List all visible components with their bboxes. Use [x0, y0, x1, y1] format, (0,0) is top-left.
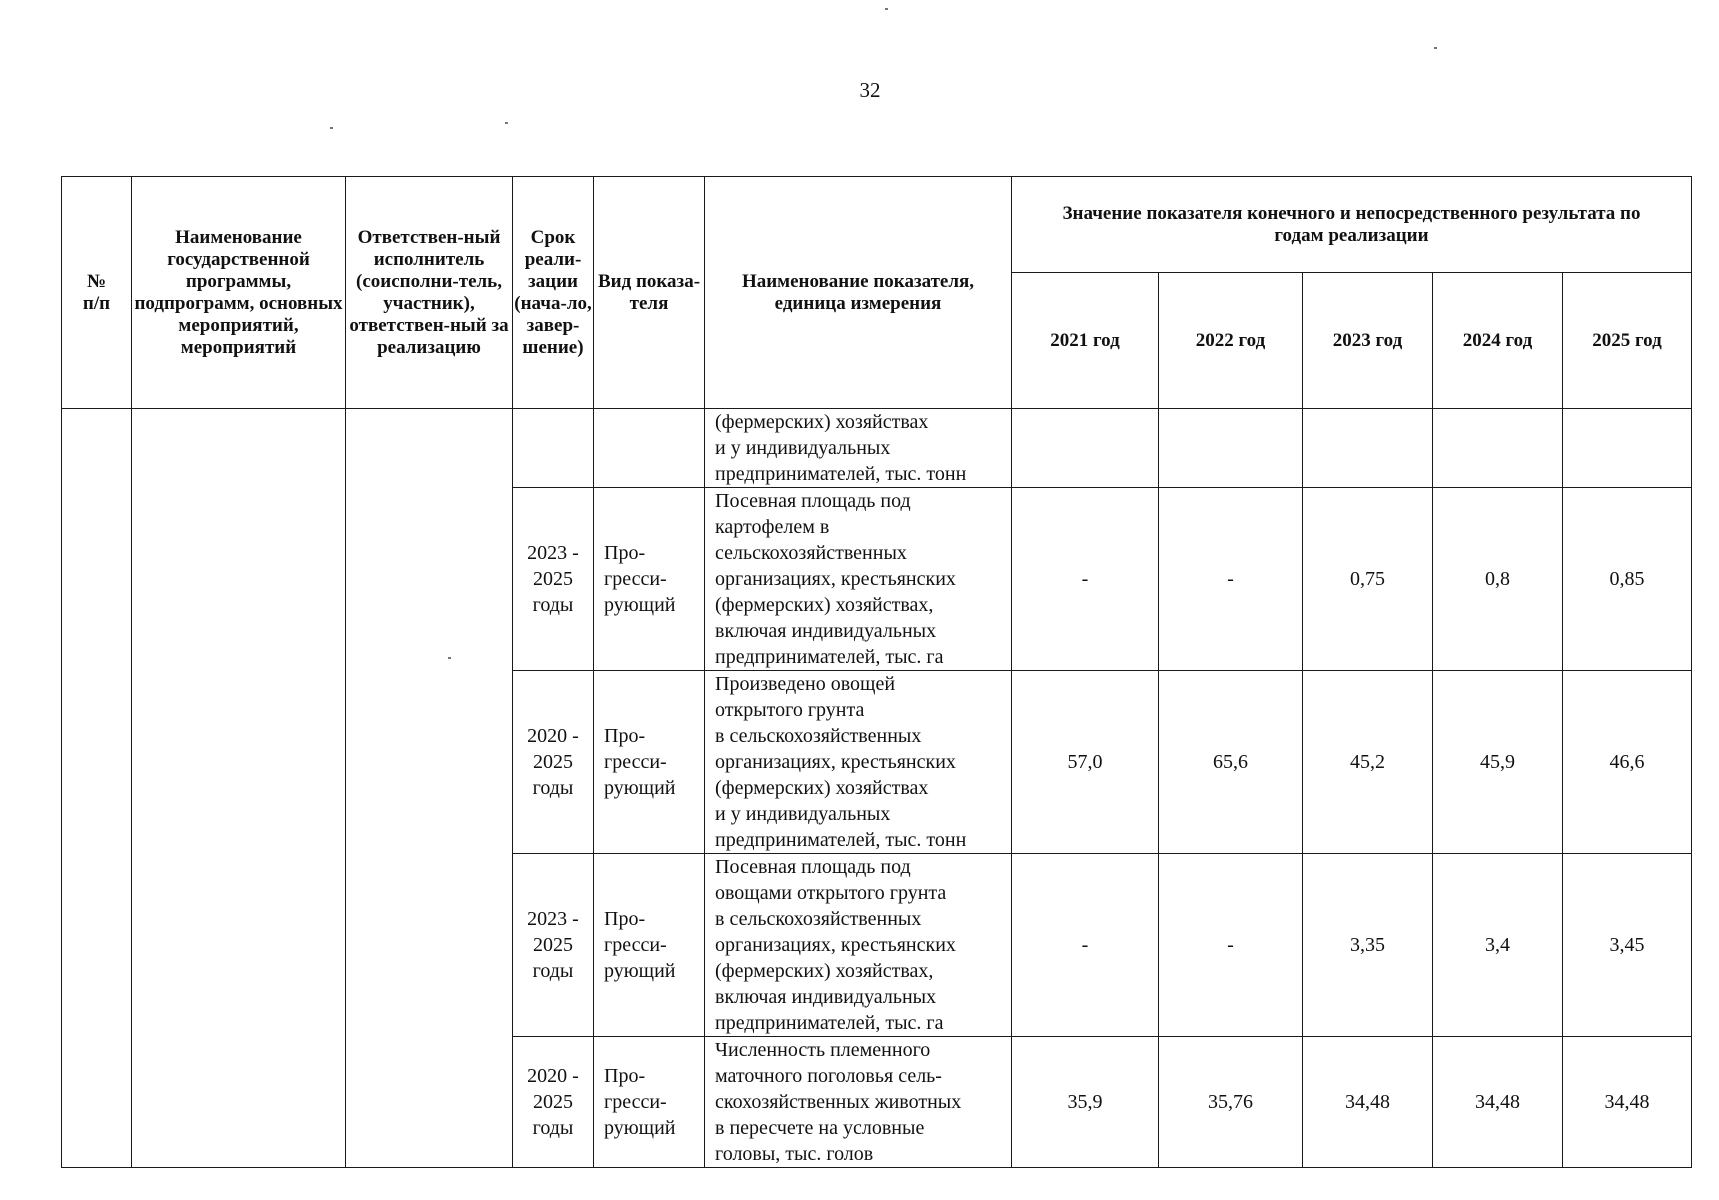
cell-value-2021: - [1012, 488, 1159, 671]
header-indicator-name: Наименование показателя, единица измерения [705, 177, 1012, 409]
cell-program-empty [132, 409, 346, 1168]
cell-value-2022: - [1159, 488, 1303, 671]
cell-indicator-type: Про- гресси- рующий [594, 671, 705, 854]
cell-indicator-name: Посевная площадь под картофелем в сельскохозяйственных организациях, крестьянских (фермерских) хозяйствах, включая индивидуальных предпринимателей, тыс. га [705, 488, 1012, 671]
cell-period: 2020 - 2025 годы [513, 671, 594, 854]
cell-value-2025: 34,48 [1563, 1037, 1692, 1168]
header-program-name: Наименование государственной программы, подпрограмм, основных мероприятий, мероприятий [132, 177, 346, 409]
cell-value-2023 [1303, 409, 1433, 488]
scan-speck [330, 127, 333, 129]
header-year-2025: 2025 год [1563, 273, 1692, 409]
cell-executor-empty [346, 409, 513, 1168]
header-year-2021: 2021 год [1012, 273, 1159, 409]
cell-indicator-type [594, 409, 705, 488]
cell-value-2025: 46,6 [1563, 671, 1692, 854]
cell-indicator-name: Произведено овощей открытого грунта в сельскохозяйственных организациях, крестьянских (фермерских) хозяйствах и у индивидуальных предпринимателей, тыс. тонн [705, 671, 1012, 854]
cell-value-2022 [1159, 409, 1303, 488]
table-header [62, 177, 1692, 409]
header-values-group: Значение показателя конечного и непосредственного результата по годам реализации [1012, 177, 1692, 273]
cell-period [513, 409, 594, 488]
cell-value-2024: 34,48 [1433, 1037, 1563, 1168]
cell-period: 2023 - 2025 годы [513, 854, 594, 1037]
scan-speck [505, 122, 508, 124]
header-number: № п/п [62, 177, 132, 409]
cell-value-2024 [1433, 409, 1563, 488]
table-row [62, 409, 1692, 488]
cell-number-empty [62, 409, 132, 1168]
cell-value-2023: 3,35 [1303, 854, 1433, 1037]
table-body [62, 409, 1692, 1168]
page-number: 32 [859, 78, 881, 102]
scan-speck [1434, 47, 1437, 49]
cell-value-2025 [1563, 409, 1692, 488]
cell-indicator-name: Численность племенного маточного поголовья сель- скохозяйственных животных в пересчете на условные головы, тыс. голов [705, 1037, 1012, 1168]
header-year-2023: 2023 год [1303, 273, 1433, 409]
cell-value-2023: 45,2 [1303, 671, 1433, 854]
cell-value-2022: - [1159, 854, 1303, 1037]
cell-indicator-name: Посевная площадь под овощами открытого грунта в сельскохозяйственных организациях, крестьянских (фермерских) хозяйствах, включая индивидуальных предпринимателей, тыс. га [705, 854, 1012, 1037]
cell-value-2024: 0,8 [1433, 488, 1563, 671]
cell-value-2022: 35,76 [1159, 1037, 1303, 1168]
cell-value-2024: 3,4 [1433, 854, 1563, 1037]
cell-period: 2020 - 2025 годы [513, 1037, 594, 1168]
cell-indicator-type: Про- гресси- рующий [594, 854, 705, 1037]
cell-value-2025: 3,45 [1563, 854, 1692, 1037]
indicators-table [61, 176, 1692, 1168]
header-year-2024: 2024 год [1433, 273, 1563, 409]
cell-indicator-name: (фермерских) хозяйствах и у индивидуальных предпринимателей, тыс. тонн [705, 409, 1012, 488]
cell-indicator-type: Про- гресси- рующий [594, 488, 705, 671]
cell-value-2021 [1012, 409, 1159, 488]
cell-value-2023: 34,48 [1303, 1037, 1433, 1168]
scan-speck [885, 8, 888, 10]
header-year-2022: 2022 год [1159, 273, 1303, 409]
header-responsible-executor: Ответствен-ный исполнитель (соисполни-тель, участник), ответствен-ный за реализацию [346, 177, 513, 409]
cell-value-2023: 0,75 [1303, 488, 1433, 671]
cell-value-2021: 57,0 [1012, 671, 1159, 854]
cell-period: 2023 - 2025 годы [513, 488, 594, 671]
cell-value-2024: 45,9 [1433, 671, 1563, 854]
header-implementation-period: Срок реали-зации (нача-ло, завер-шение) [513, 177, 594, 409]
cell-indicator-type: Про- гресси- рующий [594, 1037, 705, 1168]
scan-speck [448, 657, 451, 659]
header-indicator-type: Вид показа-теля [594, 177, 705, 409]
cell-value-2025: 0,85 [1563, 488, 1692, 671]
cell-value-2021: 35,9 [1012, 1037, 1159, 1168]
cell-value-2022: 65,6 [1159, 671, 1303, 854]
cell-value-2021: - [1012, 854, 1159, 1037]
